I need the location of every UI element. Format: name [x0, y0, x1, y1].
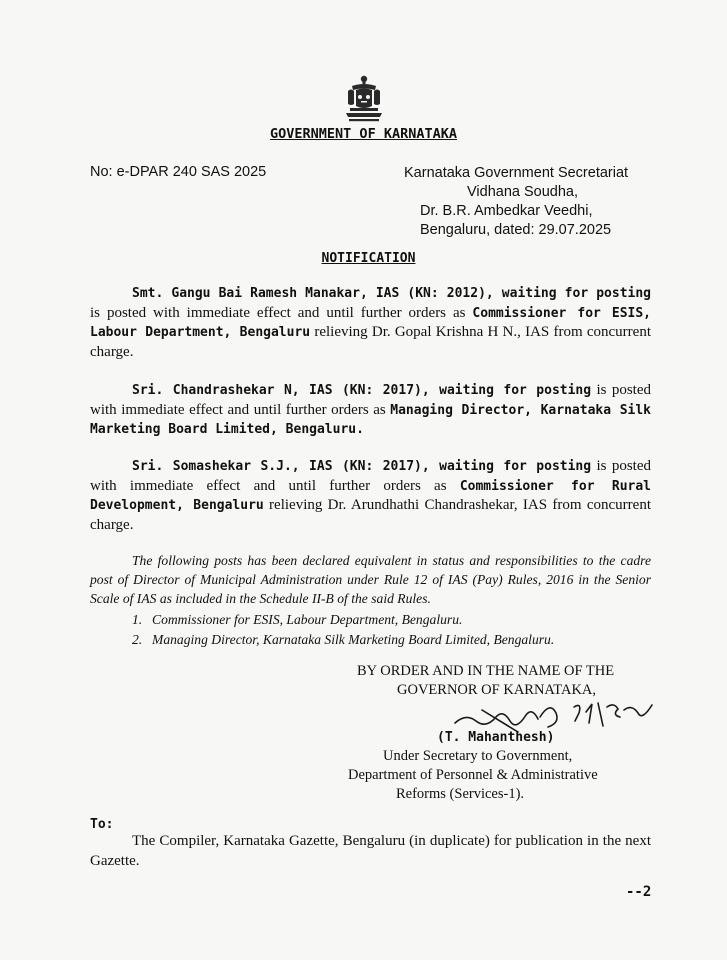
address-line: Vidhana Soudha,: [467, 184, 579, 200]
list-item: 1. Commissioner for ESIS, Labour Department, Bengaluru.: [132, 612, 463, 627]
address-line-date: Bengaluru, dated: 29.07.2025: [420, 222, 612, 238]
posted-post: Commissioner for Rural Development, Bengaluru: [90, 478, 652, 513]
officer-name: Sri. Somashekar S.J., IAS (KN: 2017), waiting for posting: [132, 459, 592, 474]
signer-name: (T. Mahanthesh): [437, 730, 555, 745]
officer-name: Sri. Chandrashekar N, IAS (KN: 2017), waiting for posting: [132, 383, 592, 398]
by-order-block: BY ORDER AND IN THE NAME OF THE GOVERNOR OF KARNATAKA,: [357, 663, 615, 698]
list-item: 2. Managing Director, Karnataka Silk Marketing Board Limited, Bengaluru.: [132, 632, 555, 647]
address-line: Dr. B.R. Ambedkar Veedhi,: [420, 203, 593, 219]
office-address: [404, 164, 654, 240]
government-heading: GOVERNMENT OF KARNATAKA: [270, 126, 457, 142]
posting-paragraph-2: Sri. Chandrashekar N, IAS (KN: 2017), waiting for posting is posted with immediate effect and until further orders as Managing Director, Karnataka Silk Marketing Board Limited, Bengaluru.: [90, 382, 652, 437]
address-line: Karnataka Government Secretariat: [404, 165, 629, 181]
karnataka-state-emblem-icon: [342, 74, 386, 124]
notification-title: NOTIFICATION: [321, 251, 416, 266]
distribution-paragraph: The Compiler, Karnataka Gazette, Bengaluru (in duplicate) for publication in the next Gazette.: [90, 833, 651, 869]
signer-designation: Under Secretary to Government, Department of Personnel & Administrative Reforms (Services-1).: [348, 748, 598, 802]
to-label: To:: [90, 817, 114, 832]
equivalent-posts-list: [132, 610, 652, 650]
officer-name: Smt. Gangu Bai Ramesh Manakar, IAS (KN: 2012), waiting for posting: [132, 286, 651, 301]
posted-post: Managing Director, Karnataka Silk Marketing Board Limited, Bengaluru.: [90, 402, 651, 437]
next-page-marker: --2: [626, 884, 652, 900]
posting-paragraph-1: Smt. Gangu Bai Ramesh Manakar, IAS (KN: 2012), waiting for posting is posted with immediate effect and until further orders as Commissioner for ESIS, Labour Department, Bengaluru relieving Dr. Gopal Krishna H N., IAS from concurrent charge.: [90, 286, 651, 360]
posted-post: Commissioner for ESIS, Labour Department, Bengaluru: [90, 305, 651, 340]
posting-paragraph-3: Sri. Somashekar S.J., IAS (KN: 2017), waiting for posting is posted with immediate effect and until further orders as Commissioner for Rural Development, Bengaluru relieving Dr. Arundhathi Chandrashekar, IAS from concurrent charge.: [90, 458, 652, 533]
equivalence-paragraph: The following posts has been declared equivalent in status and responsibilities to the cadre post of Director of Municipal Administration under Rule 12 of IAS (Pay) Rules, 2016 in the Senior Scale of IAS as included in the Schedule II-B of the said Rules.: [90, 553, 651, 606]
reference-number: No: e-DPAR 240 SAS 2025: [90, 164, 267, 180]
